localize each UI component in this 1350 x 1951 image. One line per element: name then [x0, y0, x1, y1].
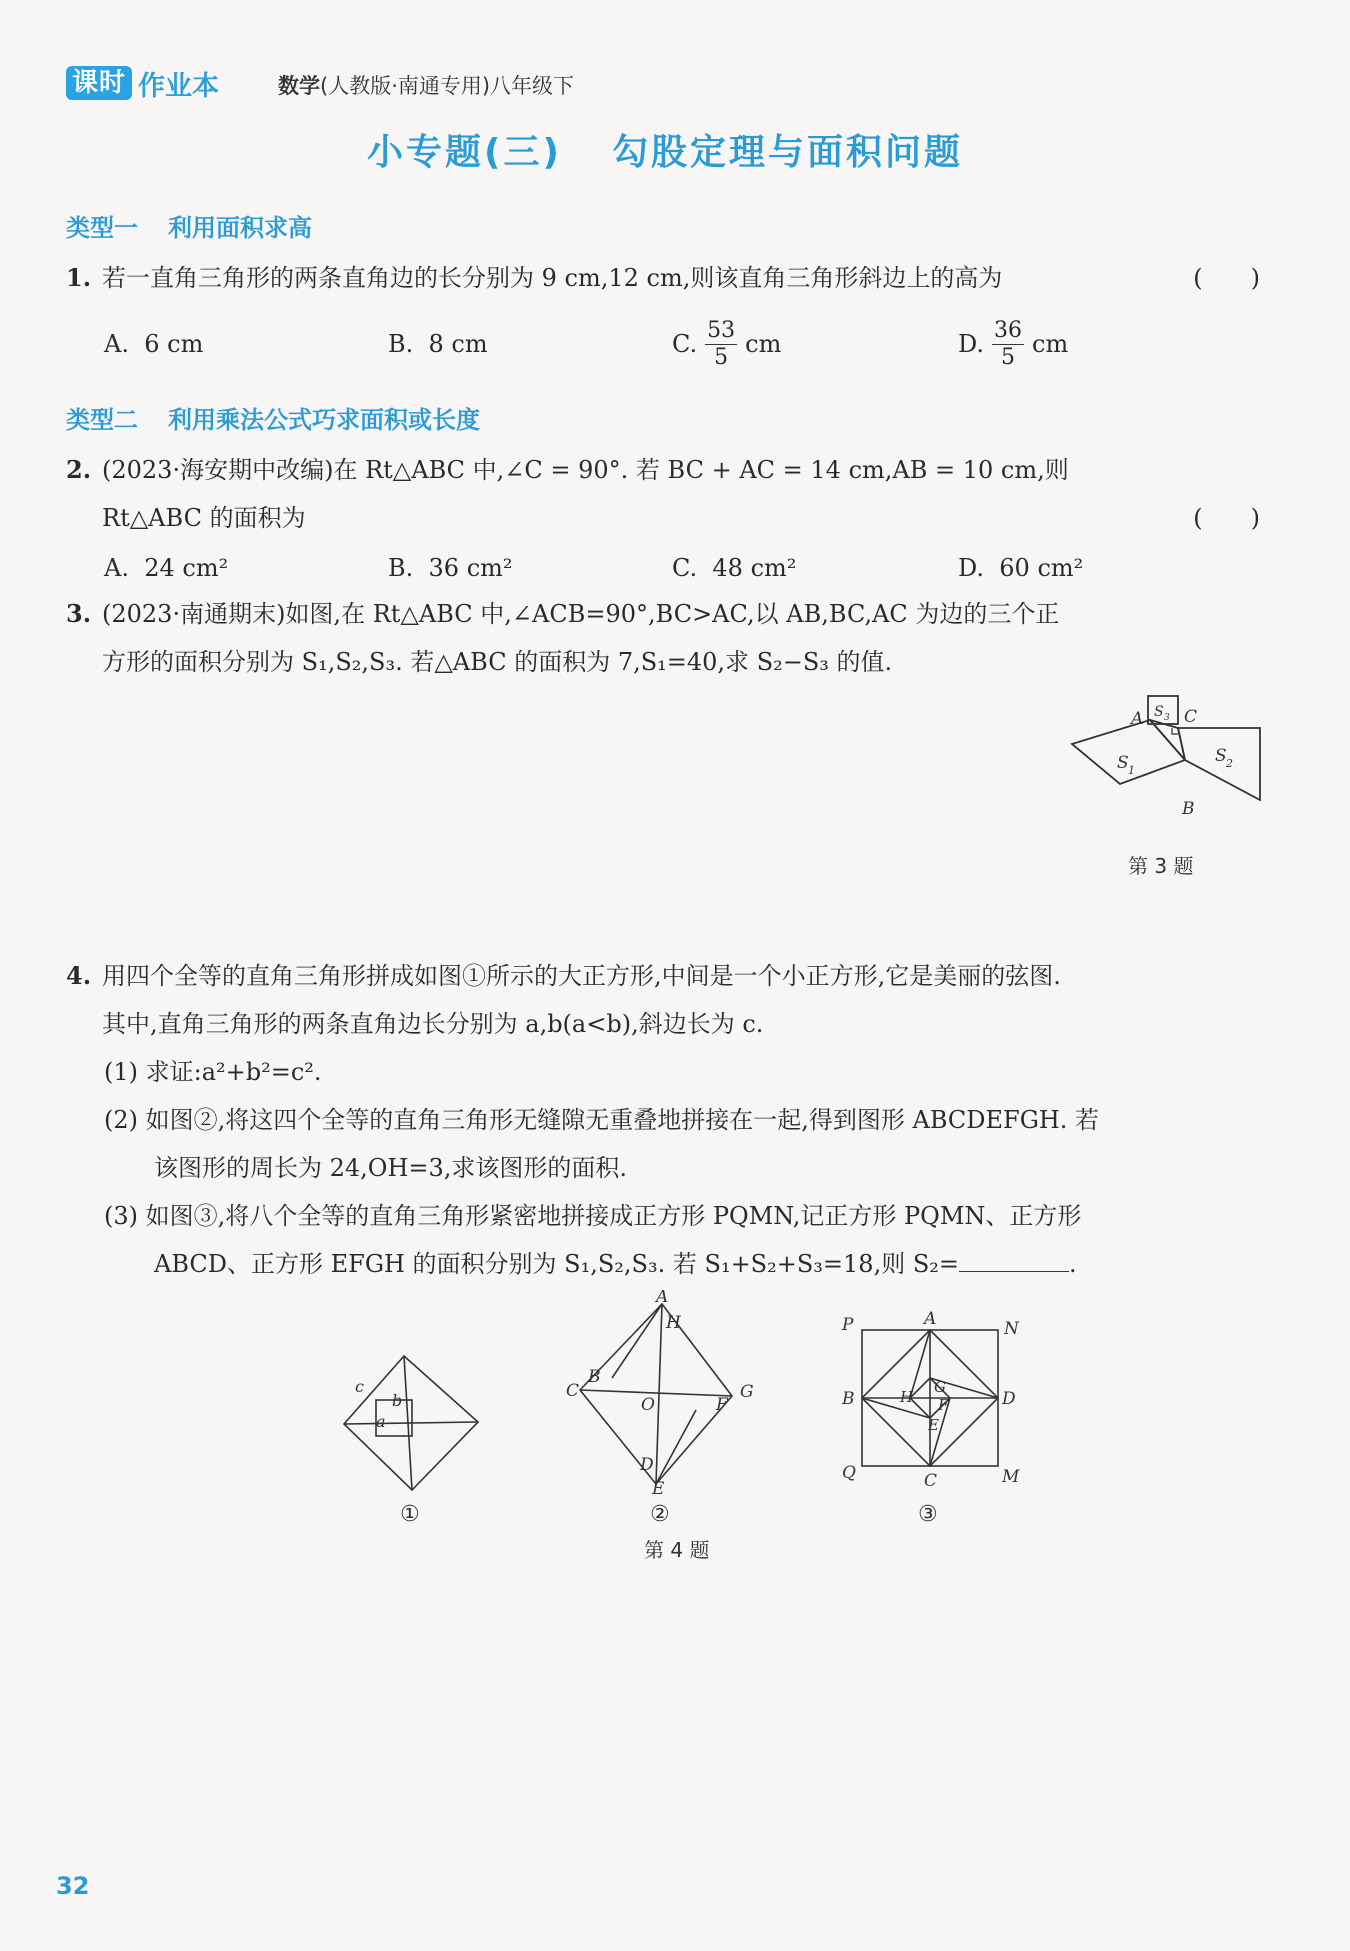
logo-text: 作业本	[138, 70, 220, 102]
label-f: F	[716, 1395, 728, 1415]
option-d[interactable]: D. 60 cm²	[958, 554, 1084, 582]
question-text: 若一直角三角形的两条直角边的长分别为 9 cm,12 cm,则该直角三角形斜边上的高为	[102, 264, 1003, 292]
svg-text:3: 3	[1164, 713, 1170, 723]
option-c[interactable]: C. $\frac{53}{5}$ cm	[672, 317, 782, 370]
label-o: O	[641, 1395, 655, 1415]
label-a: A	[656, 1290, 669, 1307]
section-text: 利用面积求高	[168, 214, 312, 242]
section-heading-2	[66, 400, 480, 435]
figure-mark-1: ①	[400, 1502, 420, 1527]
question-text-cont: 方形的面积分别为 S₁,S₂,S₃. 若△ABC 的面积为 7,S₁=40,求 S₂−S₃ 的值.	[102, 648, 893, 676]
fraction: $\frac{53}{5}$	[707, 317, 736, 370]
label-g: G	[934, 1378, 946, 1396]
label-g: G	[740, 1382, 754, 1402]
figure-4-caption: 第 4 题	[644, 1538, 710, 1562]
section-heading-1	[66, 208, 312, 243]
subject-edition: (人教版·南通专用)八年级下	[320, 74, 575, 98]
option-c[interactable]: C. 48 cm²	[672, 554, 797, 582]
section-text: 利用乘法公式巧求面积或长度	[168, 406, 480, 434]
label-d: D	[1002, 1389, 1016, 1409]
label-c: C	[566, 1381, 580, 1401]
q2-options	[104, 538, 1244, 598]
right-angle-mark	[1172, 728, 1178, 734]
question-text: 在 Rt△ABC 中,∠C = 90°. 若 BC + AC = 14 cm,AB = 10 cm,则	[333, 456, 1069, 484]
q4-figure-2	[556, 1290, 756, 1500]
figure-mark-3: ③	[918, 1502, 938, 1527]
label-q: Q	[842, 1463, 856, 1483]
book-logo	[66, 66, 219, 100]
question-number: 4.	[66, 961, 92, 990]
label-a: A	[1131, 709, 1144, 729]
question-4	[66, 952, 1260, 1048]
label-b: b	[392, 1391, 403, 1410]
q4-part-3: (3) 如图③,将八个全等的直角三角形紧密地拼接成正方形 PQMN,记正方形 PQMN、正方形 ABCD、正方形 EFGH 的面积分别为 S₁,S₂,S₃. 若 S₁+S₂+S₃=18,则 S₂= .	[104, 1202, 1082, 1278]
figure-3-caption: 第 3 题	[1128, 854, 1194, 878]
label-c: c	[355, 1377, 364, 1396]
option-b[interactable]: B. 8 cm	[388, 330, 488, 358]
section-label: 类型二	[66, 406, 138, 434]
label-s3: S	[1154, 704, 1164, 720]
label-h: H	[900, 1388, 914, 1406]
question-1	[66, 254, 1260, 302]
question-text-cont: Rt△ABC 的面积为	[102, 504, 306, 532]
label-m: M	[1002, 1467, 1020, 1487]
label-p: P	[842, 1315, 854, 1335]
option-a[interactable]: A. 24 cm²	[104, 554, 229, 582]
svg-text:1: 1	[1128, 764, 1135, 777]
label-s1: S	[1117, 753, 1129, 773]
title-left: 小专题(三)	[367, 132, 562, 173]
question-3	[66, 590, 1260, 686]
question-source: (2023·南通期末)	[102, 600, 286, 628]
label-b: B	[842, 1389, 855, 1409]
q3-figure	[1060, 688, 1270, 838]
logo-badge: 课时	[66, 66, 132, 100]
label-e: E	[652, 1479, 665, 1499]
answer-paren: ( )	[1193, 264, 1260, 292]
question-text-cont: 其中,直角三角形的两条直角边长分别为 a,b(a<b),斜边长为 c.	[102, 1010, 764, 1038]
label-b: B	[588, 1367, 601, 1387]
label-s2: S	[1215, 746, 1227, 766]
question-number: 3.	[66, 599, 92, 628]
label-f: F	[938, 1396, 949, 1414]
figure-mark-2: ②	[650, 1502, 670, 1527]
question-number: 1.	[66, 263, 92, 292]
label-a: A	[924, 1309, 937, 1329]
label-c: C	[924, 1471, 938, 1491]
label-b: B	[1182, 799, 1195, 819]
option-a[interactable]: A. 6 cm	[104, 330, 204, 358]
q4-part-2: (2) 如图②,将这四个全等的直角三角形无缝隙无重叠地拼接在一起,得到图形 ABCDEFGH. 若 该图形的周长为 24,OH=3,求该图形的面积.	[104, 1106, 1100, 1182]
q1-options	[104, 314, 1244, 374]
label-n: N	[1004, 1319, 1019, 1339]
label-a: a	[376, 1412, 386, 1431]
title-right: 勾股定理与面积问题	[611, 132, 963, 173]
question-text: 如图,在 Rt△ABC 中,∠ACB=90°,BC>AC,以 AB,BC,AC 为边的三个正	[285, 600, 1060, 628]
question-text: 用四个全等的直角三角形拼成如图①所示的大正方形,中间是一个小正方形,它是美丽的弦图.	[102, 962, 1061, 990]
q4-figure-1	[336, 1340, 486, 1500]
page-number: 32	[56, 1872, 90, 1900]
label-c: C	[1184, 707, 1198, 727]
label-e: E	[928, 1416, 939, 1434]
option-b[interactable]: B. 36 cm²	[388, 554, 513, 582]
option-d[interactable]: D. $\frac{36}{5}$ cm	[958, 317, 1069, 370]
answer-blank[interactable]	[959, 1249, 1069, 1272]
question-2	[66, 446, 1260, 542]
outer-shape	[580, 1304, 732, 1484]
q4-figure-3	[836, 1304, 1036, 1494]
answer-paren: ( )	[1193, 504, 1260, 532]
page-title	[0, 124, 1330, 175]
fraction: $\frac{36}{5}$	[994, 317, 1023, 370]
label-h: H	[666, 1313, 681, 1333]
subject-name: 数学	[278, 74, 320, 98]
q4-part-1: (1) 求证:a²+b²=c².	[104, 1058, 322, 1086]
question-source: (2023·海安期中改编)	[102, 456, 334, 484]
question-number: 2.	[66, 455, 92, 484]
label-d: D	[640, 1455, 654, 1475]
section-label: 类型一	[66, 214, 138, 242]
svg-text:2: 2	[1226, 757, 1233, 770]
book-subject	[278, 70, 574, 100]
